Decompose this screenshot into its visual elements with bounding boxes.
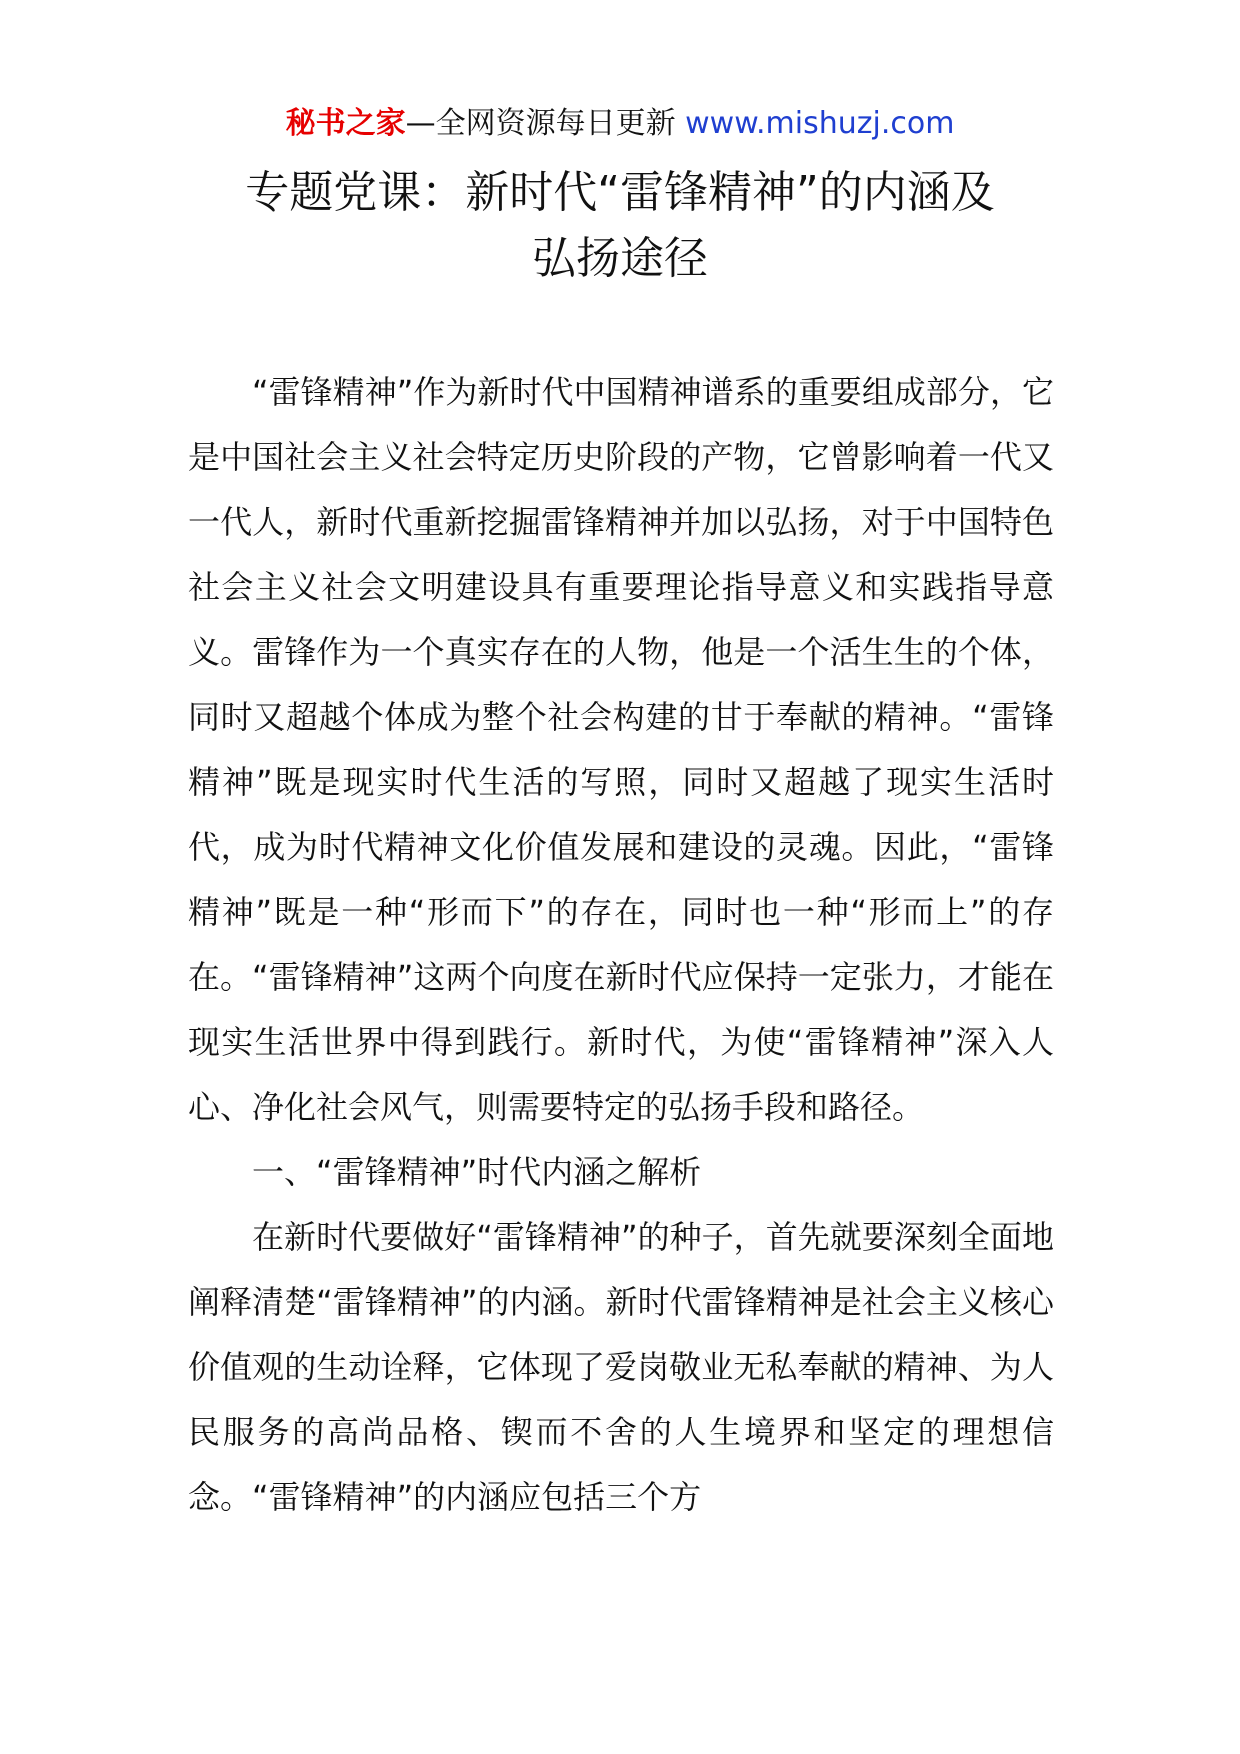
document-title-line-2: 弘扬途径	[532, 233, 708, 284]
document-title	[150, 160, 1090, 292]
site-slogan: —全网资源每日更新	[405, 106, 686, 141]
document-body	[188, 360, 1054, 1530]
body-paragraph-1: “雷锋精神”作为新时代中国精神谱系的重要组成部分，它是中国社会主义社会特定历史阶段的产物，它曾影响着一代又一代人，新时代重新挖掘雷锋精神并加以弘扬，对于中国特色社会主义社会文明建设具有重要理论指导意义和实践指导意义。雷锋作为一个真实存在的人物，他是一个活生生的个体，同时又超越个体成为整个社会构建的甘于奉献的精神。“雷锋精神”既是现实时代生活的写照，同时又超越了现实生活时代，成为时代精神文化价值发展和建设的灵魂。因此，“雷锋精神”既是一种“形而下”的存在，同时也一种“形而上”的存在。“雷锋精神”这两个向度在新时代应保持一定张力，才能在现实生活世界中得到践行。新时代，为使“雷锋精神”深入人心、净化社会风气，则需要特定的弘扬手段和路径。	[188, 373, 1054, 1126]
site-brand: 秘书之家	[285, 106, 406, 141]
site-url-link[interactable]: www.mishuzj.com	[685, 106, 955, 141]
section-heading-1: 一、“雷锋精神”时代内涵之解析	[252, 1153, 702, 1191]
body-paragraph-2: 在新时代要做好“雷锋精神”的种子，首先就要深刻全面地阐释清楚“雷锋精神”的内涵。新时代雷锋精神是社会主义核心价值观的生动诠释，它体现了爱岗敬业无私奉献的精神、为人民服务的高尚品格、锲而不舍的人生境界和坚定的理想信念。“雷锋精神”的内涵应包括三个方	[188, 1218, 1054, 1516]
document-title-line-1: 专题党课：新时代“雷锋精神”的内涵及	[245, 167, 995, 218]
site-header	[0, 100, 1240, 148]
